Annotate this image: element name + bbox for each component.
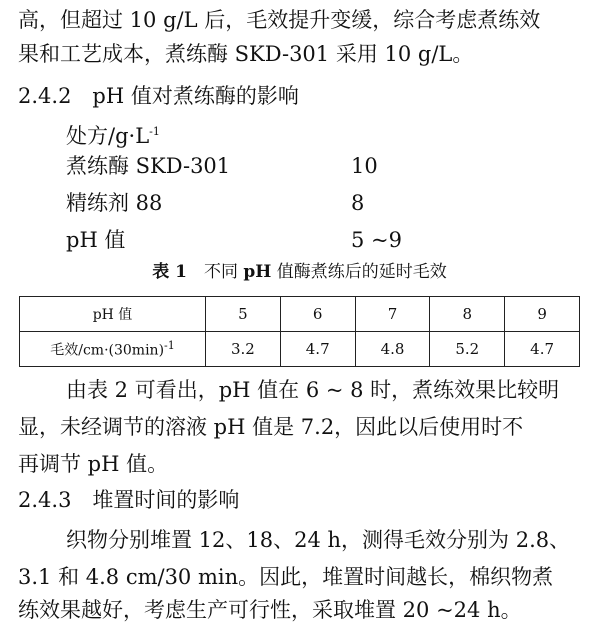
section-heading: 2.4.3 堆置时间的影响 [18,488,240,512]
text-line: 织物分别堆置 12、18、24 h，测得毛效分别为 2.8、 [66,528,571,552]
table-cell: 4.8 [355,332,430,367]
recipe-header-text: 处方/g·L [66,124,150,148]
table-header-cell: 7 [355,297,430,332]
row-label-unit: -1 [164,338,175,352]
table-row-label [20,332,206,367]
table-header-cell: pH 值 [20,297,206,332]
recipe-item-name: pH 值 [66,228,126,252]
recipe-item-value: 8 [351,191,365,215]
section-heading: 2.4.2 pH 值对煮练酶的影响 [18,84,299,108]
table-header-row [20,297,580,332]
text-line: 高，但超过 10 g/L 后，毛效提升变缓，综合考虑煮练效 [18,8,541,32]
table-cell: 3.2 [206,332,281,367]
text-line: 再调节 pH 值。 [18,452,169,476]
text-line: 果和工艺成本，煮练酶 SKD-301 采用 10 g/L。 [18,42,474,66]
text-line: 由表 2 可看出，pH 值在 6 ~ 8 时，煮练效果比较明 [66,378,560,402]
table-header-cell: 5 [206,297,281,332]
table-cell: 4.7 [280,332,355,367]
recipe-row [66,189,365,217]
table-header-cell: 9 [505,297,580,332]
table-cell: 4.7 [505,332,580,367]
row-label-text: 毛效/cm·(30min) [50,342,165,359]
recipe-header [66,118,160,150]
text-line: 3.1 和 4.8 cm/30 min。因此，堆置时间越长，棉织物煮 [18,565,554,589]
table-header-cell: 6 [280,297,355,332]
text-line: 显，未经调节的溶液 pH 值是 7.2，因此以后使用时不 [18,415,524,439]
table-caption-pre: 不同 [186,262,244,282]
text-line: 练效果越好，考虑生产可行性，采取堆置 20 ~24 h。 [18,598,522,622]
recipe-row [66,152,378,180]
table-caption-label: 表 1 [152,262,187,282]
recipe-row [66,226,402,254]
data-table [19,296,580,367]
recipe-item-value: 5 ~9 [351,228,402,252]
recipe-item-value: 10 [351,154,378,178]
table-row [20,332,580,367]
table-caption-post: 值酶煮练后的延时毛效 [271,262,447,282]
table-cell: 5.2 [430,332,505,367]
table-caption-bold: pH [243,262,272,282]
recipe-header-unit: -1 [149,125,160,138]
recipe-item-name: 精练剂 88 [66,191,163,215]
recipe-item-name: 煮练酶 SKD-301 [66,154,231,178]
table-header-cell: 8 [430,297,505,332]
table-caption [0,260,599,284]
